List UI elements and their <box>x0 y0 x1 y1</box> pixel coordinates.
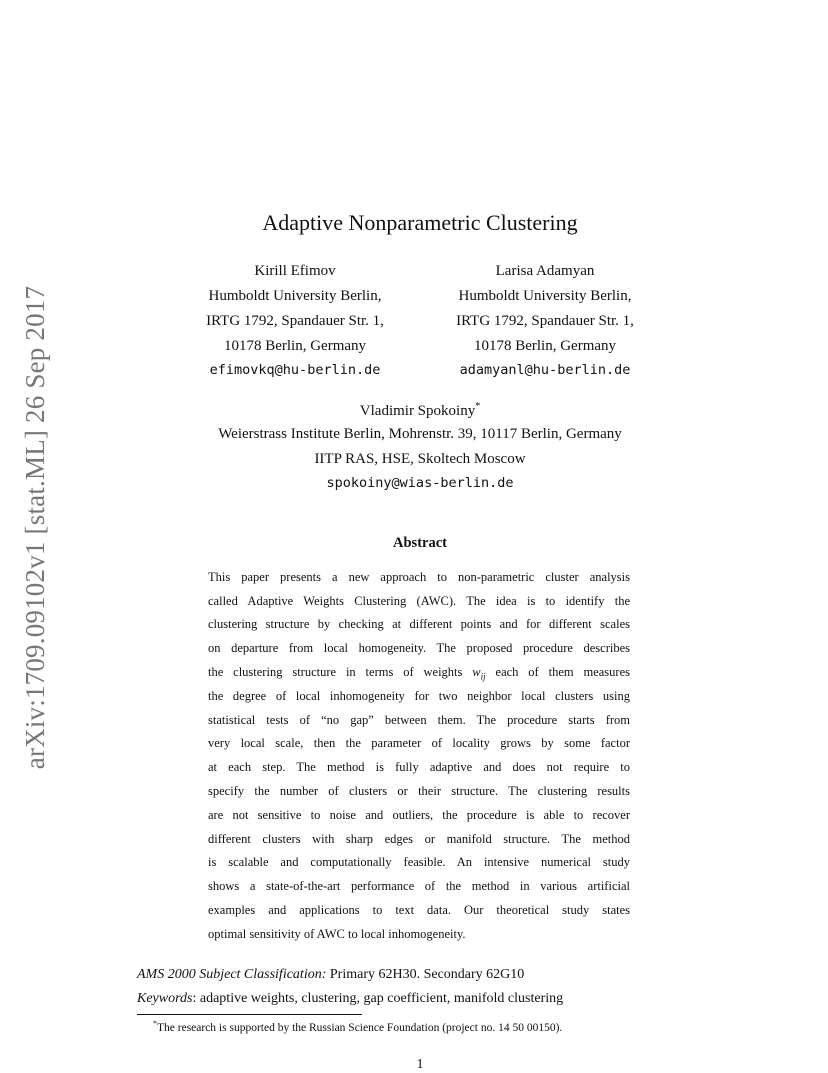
arxiv-id: arXiv:1709.09102v1 [stat.ML] 26 Sep 2017 <box>20 285 51 769</box>
math-subscript: ij <box>480 671 486 682</box>
abstract-line: are not sensitive to noise and outliers, the procedure is able to recover <box>208 808 630 822</box>
footnote-text: The research is supported by the Russian Science Foundation (project no. 14 50 00150). <box>157 1021 563 1034</box>
author-block-3 <box>100 401 740 491</box>
affiliation-line: 10178 Berlin, Germany <box>223 338 367 354</box>
abstract-line: the degree of local inhomogeneity for two neighbor local clusters using <box>208 689 630 703</box>
affiliation-line: IRTG 1792, Spandauer Str. 1, <box>456 313 634 329</box>
abstract-line: This paper presents a new approach to non-parametric cluster analysis <box>208 570 630 584</box>
affiliation-line: IRTG 1792, Spandauer Str. 1, <box>206 313 384 329</box>
abstract-line: called Adaptive Weights Clustering (AWC). The idea is to identify the <box>208 594 630 608</box>
abstract-line: clustering structure by checking at different points and for different scales <box>208 617 630 631</box>
footnote-marker: * <box>475 401 481 412</box>
abstract-line: different clusters with sharp edges or manifold structure. The method <box>208 832 630 846</box>
page-number: 1 <box>416 1057 424 1072</box>
affiliation-line: Weierstrass Institute Berlin, Mohrenstr. 39, 10117 Berlin, Germany <box>218 426 622 442</box>
classification-value: Primary 62H30. Secondary 62G10 <box>326 967 525 982</box>
abstract-line: optimal sensitivity of AWC to local inhomogeneity. <box>208 927 466 941</box>
subject-classification <box>137 967 524 983</box>
keywords <box>137 991 563 1007</box>
abstract-line: very local scale, then the parameter of locality grows by some factor <box>208 736 630 750</box>
classification-label: AMS 2000 Subject Classification: <box>137 967 327 982</box>
abstract-line: at each step. The method is fully adaptive and does not require to <box>208 760 630 774</box>
abstract-heading: Abstract <box>393 535 447 551</box>
abstract-line: the clustering structure in terms of weights $w_{ij}$ each of them measures <box>208 665 630 682</box>
author-affiliation <box>100 422 740 472</box>
author-block-2 <box>420 263 670 378</box>
abstract-line: statistical tests of “no gap” between them. The procedure starts from <box>208 713 630 727</box>
author-email[interactable]: adamyanl@hu-berlin.de <box>459 362 631 378</box>
abstract-line: on departure from local homogeneity. The proposed procedure describes <box>208 641 630 655</box>
keywords-label: Keywords <box>137 991 193 1006</box>
abstract-line: is scalable and computationally feasible. An intensive numerical study <box>208 855 630 869</box>
abstract-line: specify the number of clusters or their structure. The clustering results <box>208 784 630 798</box>
author-name: Larisa Adamyan <box>495 263 595 279</box>
arxiv-stamp <box>18 282 54 772</box>
footnote-rule <box>137 1014 362 1015</box>
author-affiliation <box>420 284 670 359</box>
affiliation-line: Humboldt University Berlin, <box>458 288 632 304</box>
abstract-line: examples and applications to text data. Our theoretical study states <box>208 903 630 917</box>
abstract-line: shows a state-of-the-art performance of the method in various artificial <box>208 879 630 893</box>
keywords-value: : adaptive weights, clustering, gap coefficient, manifold clustering <box>192 991 564 1006</box>
footnote-marker: * <box>153 1019 157 1028</box>
affiliation-line: 10178 Berlin, Germany <box>473 338 617 354</box>
author-email[interactable]: efimovkq@hu-berlin.de <box>209 362 381 378</box>
author-affiliation <box>170 284 420 359</box>
paper-title: Adaptive Nonparametric Clustering <box>262 210 578 235</box>
affiliation-line: Humboldt University Berlin, <box>208 288 382 304</box>
author-block-1 <box>170 263 420 378</box>
author-name: Kirill Efimov <box>254 263 336 279</box>
affiliation-line: IITP RAS, HSE, Skoltech Moscow <box>314 451 526 467</box>
author-name-text: Vladimir Spokoiny <box>359 403 476 419</box>
author-name <box>100 401 740 420</box>
math-symbol: $w_{ij}$ <box>472 665 486 682</box>
footnote <box>153 1019 562 1034</box>
author-email[interactable]: spokoiny@wias-berlin.de <box>326 475 514 491</box>
